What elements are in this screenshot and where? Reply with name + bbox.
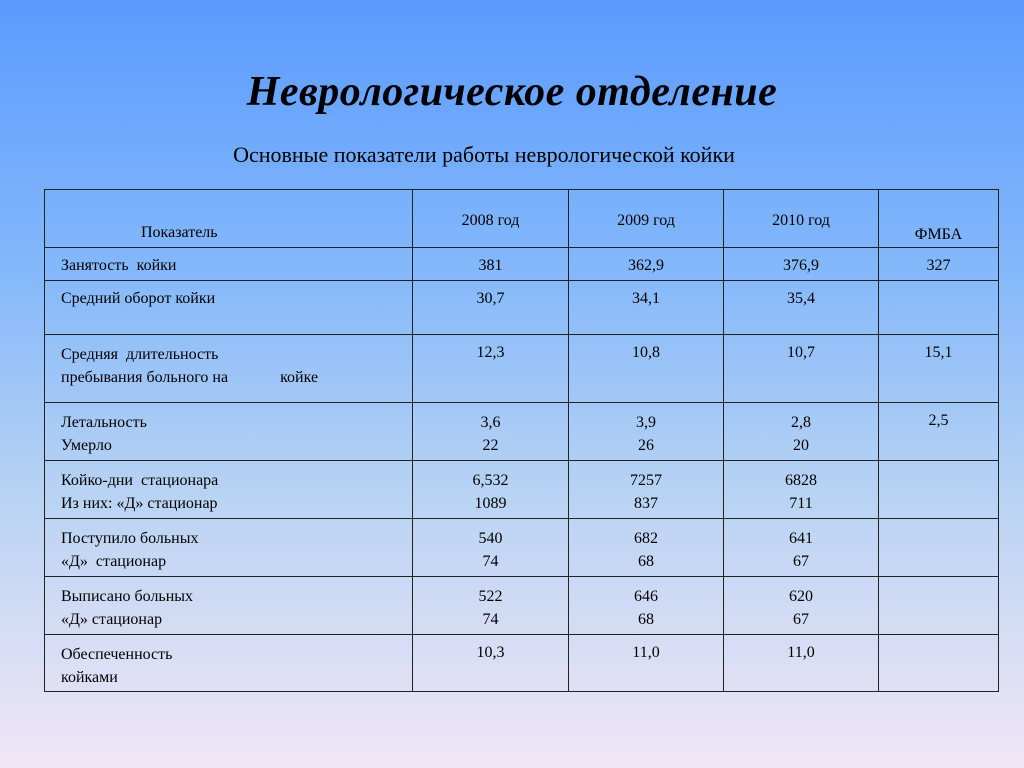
- table-header-row: [45, 190, 999, 248]
- label-line: Обеспеченность: [61, 646, 173, 663]
- cell-2009: [569, 248, 724, 281]
- value-line: 3,9: [636, 414, 656, 431]
- value-line: 74: [482, 553, 499, 570]
- label-line: Койко-дни стационара: [61, 472, 219, 489]
- row-label: [45, 519, 413, 577]
- value-line: 641: [789, 530, 813, 547]
- cell-2009: [569, 577, 724, 635]
- value-line: 22: [482, 437, 499, 454]
- cell-fmba: [879, 519, 999, 577]
- cell-2009: [569, 519, 724, 577]
- value-line: 11,0: [787, 644, 815, 661]
- label-line: Средний оборот койки: [61, 290, 216, 307]
- table-row-bed-supply: [45, 635, 999, 692]
- indicators-table: [44, 189, 999, 692]
- cell-2008: [413, 461, 569, 519]
- value-line: 6828: [785, 472, 817, 489]
- cell-2009: [569, 403, 724, 461]
- cell-2010: [724, 635, 879, 692]
- row-label: [45, 577, 413, 635]
- cell-2009: [569, 635, 724, 692]
- value-line: 6,532: [472, 472, 509, 489]
- label-line: Занятость койки: [61, 257, 177, 274]
- cell-2009: [569, 335, 724, 403]
- page-title: Неврологическое отделение: [246, 69, 778, 115]
- value-line: 1089: [474, 495, 507, 512]
- value-line: 711: [789, 495, 813, 512]
- value-line: 646: [634, 588, 658, 605]
- table-row-avg-stay: [45, 335, 999, 403]
- value-line: 540: [478, 530, 503, 547]
- table-caption: Основные показатели работы неврологической койки: [233, 142, 735, 167]
- label-line: «Д» стационар: [61, 611, 163, 628]
- value-line: 26: [638, 437, 654, 454]
- value-line: 2,8: [791, 414, 811, 431]
- value-line: 2,5: [928, 412, 949, 429]
- cell-2010: [724, 335, 879, 403]
- value-line: 11,0: [632, 644, 660, 661]
- header-2010: 2010 год: [724, 190, 879, 248]
- cell-fmba: [879, 248, 999, 281]
- cell-2010: [724, 281, 879, 335]
- table-row-bed-turnover: [45, 281, 999, 335]
- value-line: 522: [478, 588, 503, 605]
- row-label: [45, 403, 413, 461]
- value-line: 10,7: [787, 344, 815, 361]
- cell-2010: [724, 403, 879, 461]
- value-line: 620: [789, 588, 813, 605]
- value-line: 682: [634, 530, 658, 547]
- cell-fmba: [879, 403, 999, 461]
- value-line: 376,9: [783, 257, 819, 274]
- cell-2008: [413, 281, 569, 335]
- cell-fmba: [879, 577, 999, 635]
- cell-2010: [724, 461, 879, 519]
- table-row-bed-occupancy: [45, 248, 999, 281]
- cell-2010: [724, 248, 879, 281]
- cell-fmba: [879, 281, 999, 335]
- cell-2008: [413, 335, 569, 403]
- value-line: 34,1: [632, 290, 660, 307]
- value-line: 327: [926, 257, 951, 274]
- value-line: 381: [478, 257, 503, 274]
- table-row-discharged: [45, 577, 999, 635]
- value-line: 7257: [630, 472, 662, 489]
- row-label: [45, 335, 413, 403]
- cell-2008: [413, 519, 569, 577]
- value-line: 837: [634, 495, 658, 512]
- label-line: койками: [61, 669, 118, 686]
- cell-2010: [724, 519, 879, 577]
- value-line: 362,9: [628, 257, 664, 274]
- cell-2009: [569, 281, 724, 335]
- value-line: 20: [793, 437, 809, 454]
- label-line: Умерло: [61, 437, 112, 454]
- cell-2010: [724, 577, 879, 635]
- table-row-mortality: [45, 403, 999, 461]
- header-2008: 2008 год: [413, 190, 569, 248]
- cell-2008: [413, 577, 569, 635]
- label-line: Выписано больных: [61, 588, 194, 605]
- cell-fmba: [879, 461, 999, 519]
- table-row-bed-days: [45, 461, 999, 519]
- value-line: 67: [793, 553, 809, 570]
- cell-fmba: [879, 335, 999, 403]
- label-line: «Д» стационар: [61, 553, 167, 570]
- cell-2008: [413, 248, 569, 281]
- cell-2008: [413, 635, 569, 692]
- value-line: 68: [638, 611, 654, 628]
- row-label: [45, 635, 413, 692]
- value-line: 30,7: [476, 290, 505, 307]
- cell-2008: [413, 403, 569, 461]
- value-line: 68: [638, 553, 654, 570]
- cell-fmba: [879, 635, 999, 692]
- value-line: 10,8: [632, 344, 660, 361]
- label-line: Поступило больных: [61, 530, 199, 547]
- value-line: 35,4: [787, 290, 815, 307]
- value-line: 3,6: [480, 414, 501, 431]
- value-line: 67: [793, 611, 809, 628]
- label-line: пребывания больного на койке: [61, 369, 319, 386]
- header-2009: 2009 год: [569, 190, 724, 248]
- label-line: Средняя длительность: [61, 346, 219, 363]
- value-line: 10,3: [476, 644, 505, 661]
- row-label: [45, 461, 413, 519]
- label-line: Летальность: [61, 414, 147, 431]
- label-line: Из них: «Д» стационар: [61, 495, 218, 512]
- header-indicator: Показатель: [45, 190, 413, 248]
- value-line: 12,3: [476, 344, 505, 361]
- table-row-admitted: [45, 519, 999, 577]
- cell-2009: [569, 461, 724, 519]
- header-fmba: ФМБА: [879, 190, 999, 248]
- value-line: 15,1: [924, 344, 953, 361]
- row-label: [45, 248, 413, 281]
- value-line: 74: [482, 611, 499, 628]
- row-label: [45, 281, 413, 335]
